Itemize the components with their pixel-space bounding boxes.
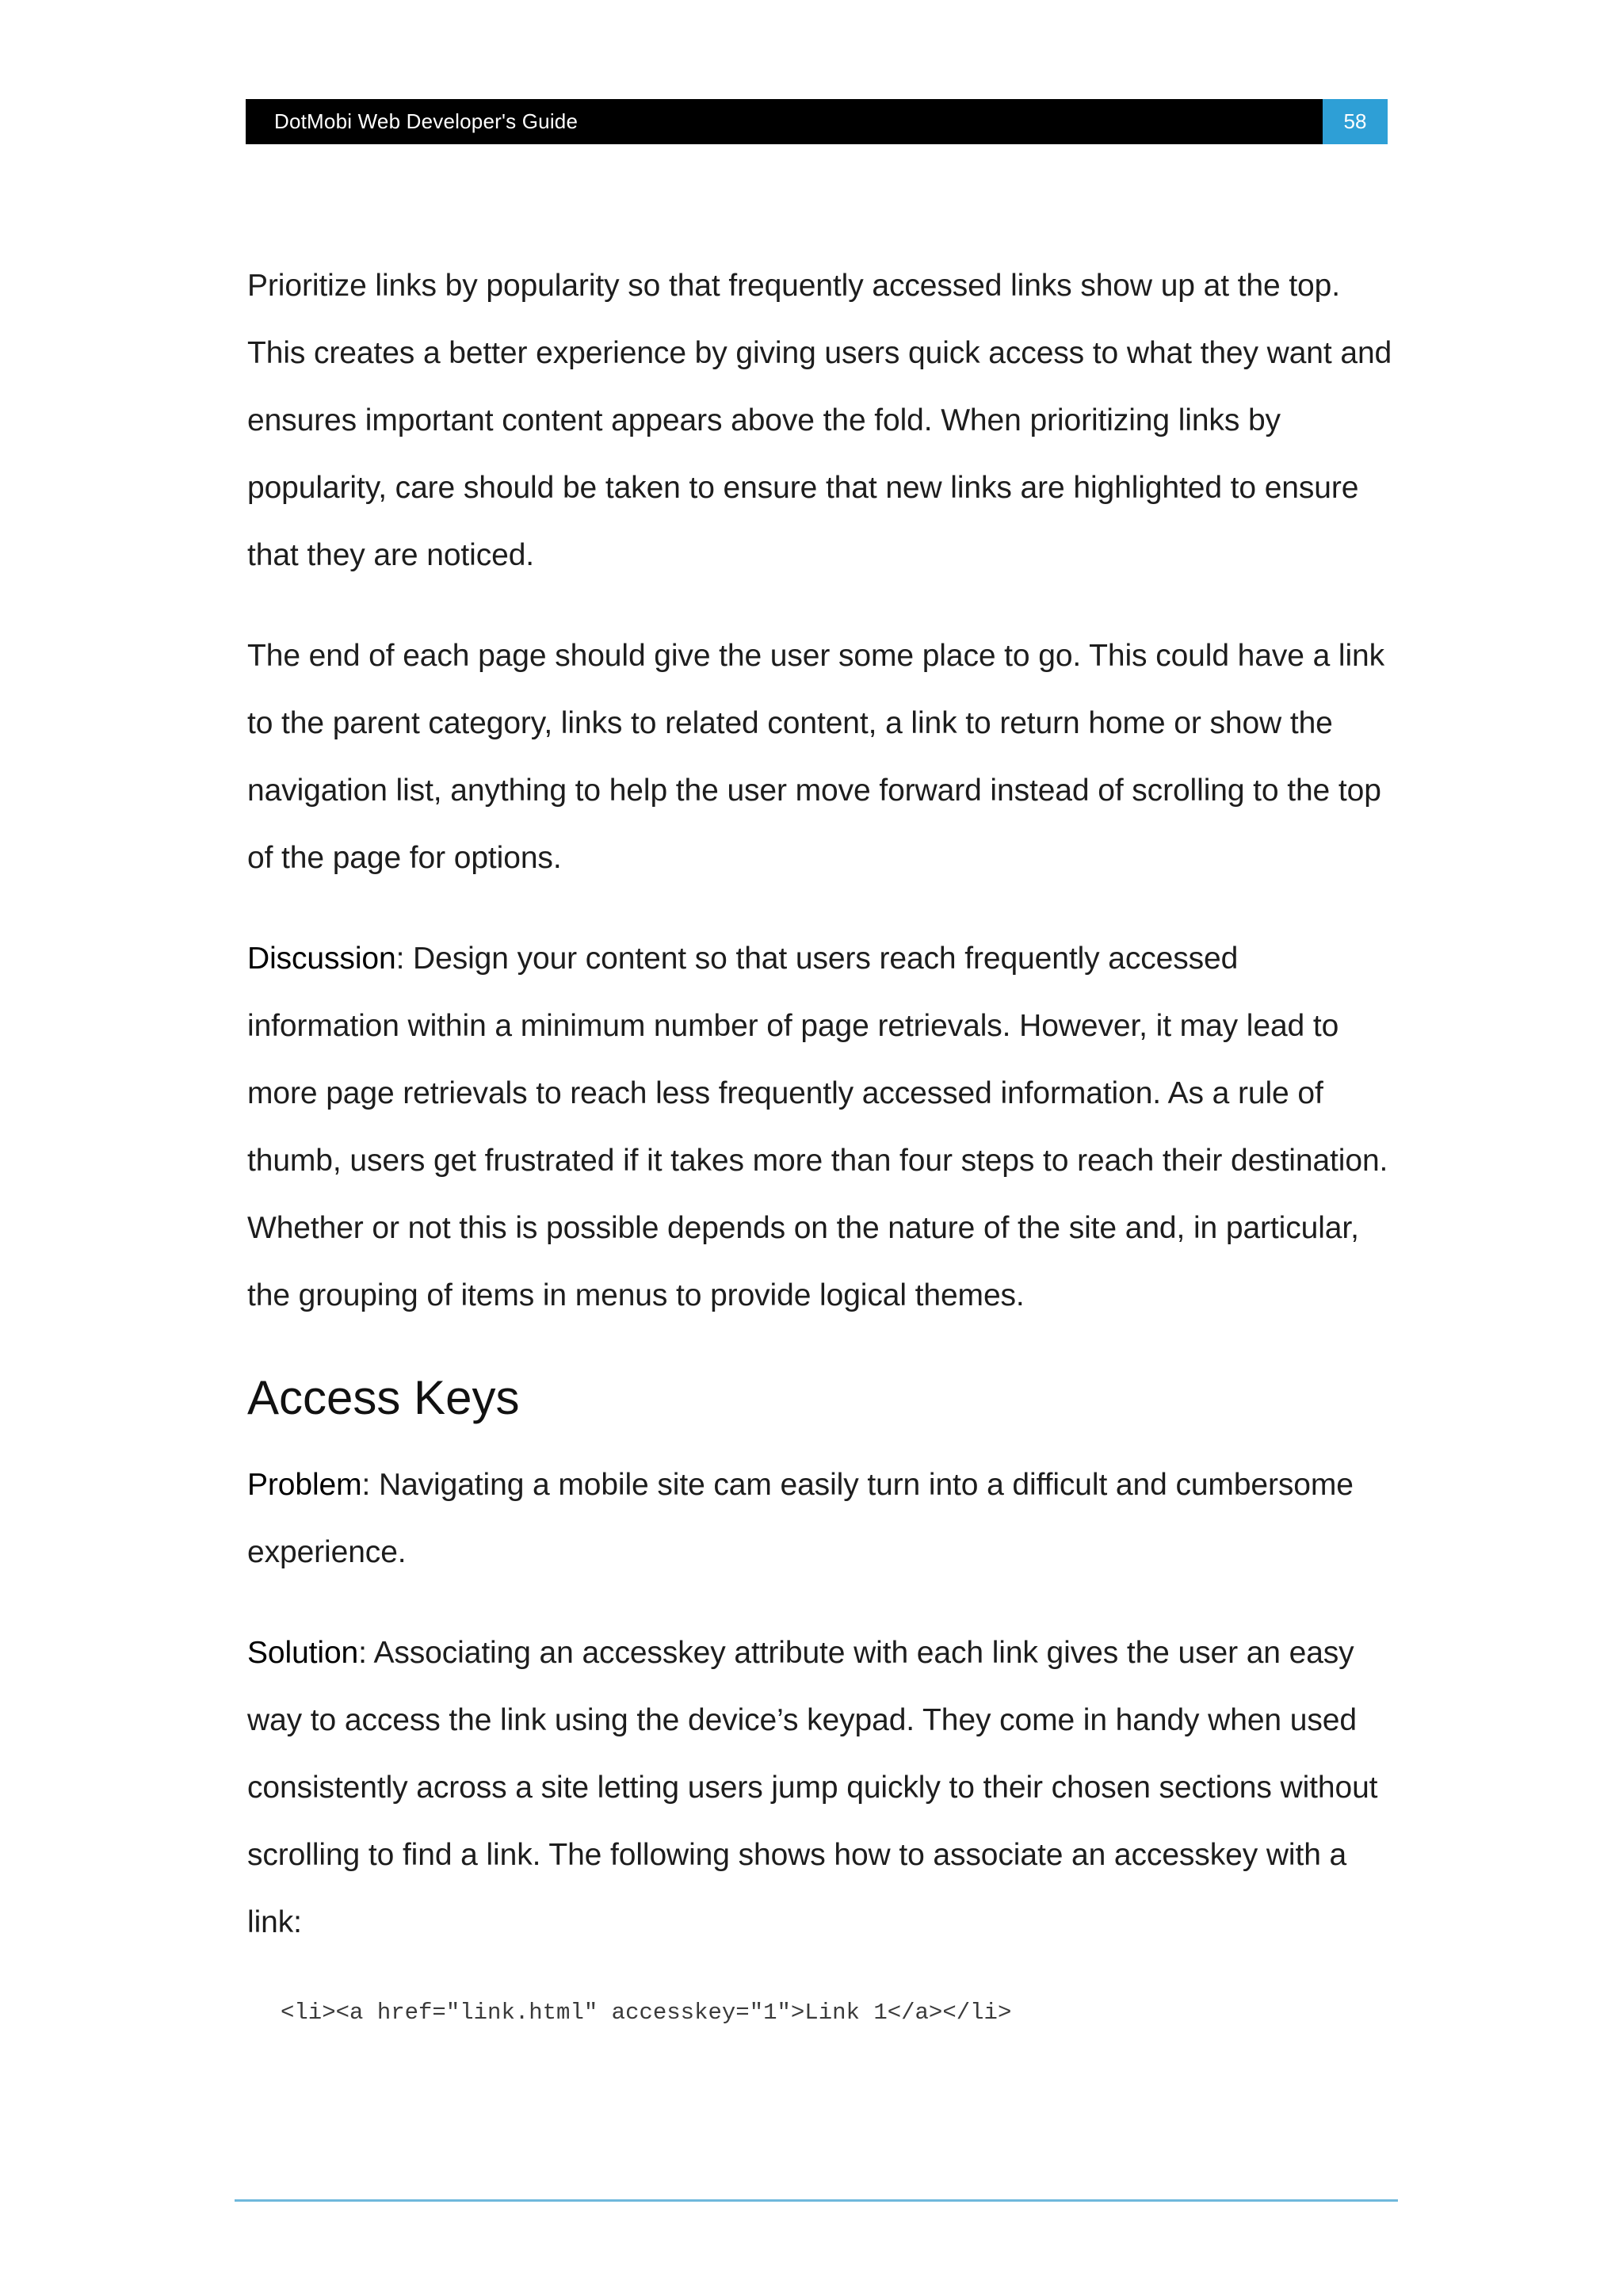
- solution-text: : Associating an accesskey attribute with each link gives the user an easy way to access the link using the device’s keypad. They come in handy when used consistently across a site letting users jump quickly to their chosen sections without scrolling to find a link. The following shows how to associate an accesskey with a link:: [247, 1636, 1378, 1939]
- paragraph-discussion: [247, 925, 1392, 1329]
- running-header: [246, 99, 1388, 144]
- code-sample: <li><a href="link.html" accesskey="1">Link 1</a></li>: [281, 2000, 1012, 2026]
- paragraph-solution: [247, 1619, 1392, 1956]
- header-title: DotMobi Web Developer's Guide: [274, 109, 579, 133]
- discussion-label: Discussion: [247, 942, 396, 976]
- footer-rule: [235, 2199, 1398, 2202]
- section-heading-access-keys: Access Keys: [247, 1371, 520, 1424]
- problem-text: : Navigating a mobile site cam easily turn into a difficult and cumbersome experience.: [247, 1468, 1354, 1569]
- page-number: 58: [1323, 99, 1388, 144]
- solution-label: Solution: [247, 1636, 359, 1670]
- page-body: [247, 252, 1392, 2037]
- problem-label: Problem: [247, 1468, 362, 1502]
- paragraph-problem: [247, 1451, 1392, 1586]
- paragraph-end-of-page: The end of each page should give the user some place to go. This could have a link to the parent category, links to related content, a link to return home or show the navigation list, anything to help the user move forward instead of scrolling to the top of the page for options.: [247, 639, 1385, 875]
- discussion-text: : Design your content so that users reach frequently accessed information within a minimum number of page retrievals. However, it may lead to more page retrievals to reach less frequently accessed information. As a rule of thumb, users get frustrated if it takes more than four steps to reach their destination. Whether or not this is possible depends on the nature of the site and, in particular, the grouping of items in menus to provide logical themes.: [247, 942, 1388, 1312]
- paragraph-prioritize-links: Prioritize links by popularity so that frequently accessed links show up at the top. This creates a better experience by giving users quick access to what they want and ensures important content appears above the fold. When prioritizing links by popularity, care should be taken to ensure that new links are highlighted to ensure that they are noticed.: [247, 269, 1392, 572]
